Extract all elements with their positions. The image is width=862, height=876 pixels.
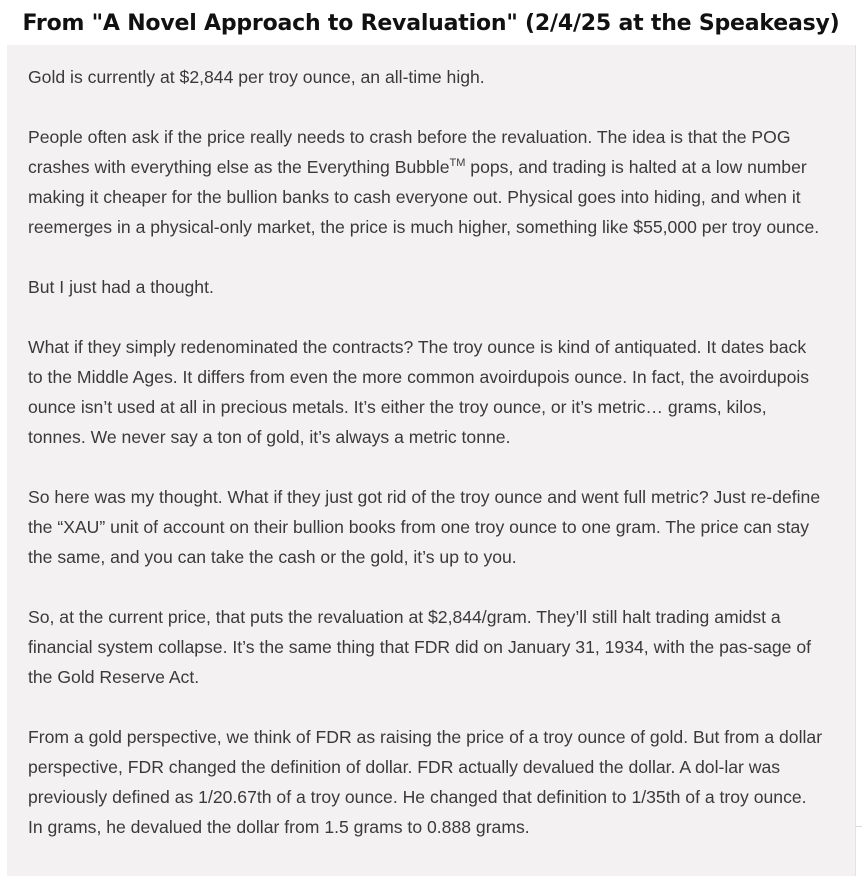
page-title: From "A Novel Approach to Revaluation" (2/4/25 at the Speakeasy) — [22, 11, 840, 36]
article-excerpt — [7, 45, 855, 876]
paragraph-7: From a gold perspective, we think of FDR as raising the price of a troy ounce of gold. But from a dollar perspective, FDR changed the definition of dollar. FDR actually devalued the dollar. A dol-lar was previously defined as 1/20.67th of a troy ounce. He changed that definition to 1/35th of a troy ounce. In grams, he devalued the dollar from 1.5 grams to 0.888 grams. — [28, 727, 823, 837]
paragraph-6: So, at the current price, that puts the revaluation at $2,844/gram. They’ll still halt trading amidst a financial system collapse. It’s the same thing that FDR did on January 31, 1934, with the pas-sage of the Gold Reserve Act. — [28, 607, 812, 687]
paragraph-5: So here was my thought. What if they just got rid of the troy ounce and went full metric? Just re-define the “XAU” unit of account on their bullion books from one troy ounce to one gram. The price can stay the same, and you can take the cash or the gold, it’s up to you. — [28, 487, 821, 567]
paragraph-2-text-b: pops, and trading is halted at a low number making it cheaper for the bullion banks to cash everyone out. Physical goes into hiding, and when it reemerges in a physical-only market, the price is much higher, something like $55,000 per troy ounce. — [28, 157, 820, 237]
trademark-superscript: TM — [449, 157, 466, 169]
edge-divider — [856, 826, 862, 827]
paragraph-1: Gold is currently at $2,844 per troy ounce, an all-time high. — [28, 67, 485, 87]
header — [0, 0, 862, 44]
paragraph-2 — [28, 122, 825, 242]
paragraph-2-text-a: People often ask if the price really needs to crash before the revaluation. The idea is that the POG crashes with everything else as the Everything Bubble — [28, 127, 791, 177]
paragraph-4: What if they simply redenominated the contracts? The troy ounce is kind of antiquated. It dates back to the Middle Ages. It differs from even the more common avoirdupois ounce. In fact, the avoirdupois ounce isn’t used at all in precious metals. It’s either the troy ounce, or it’s metric… grams, kilos, tonnes. We never say a ton of gold, it’s always a metric tonne. — [28, 337, 810, 447]
paragraph-3: But I just had a thought. — [28, 277, 214, 297]
article-right-border — [855, 45, 856, 876]
